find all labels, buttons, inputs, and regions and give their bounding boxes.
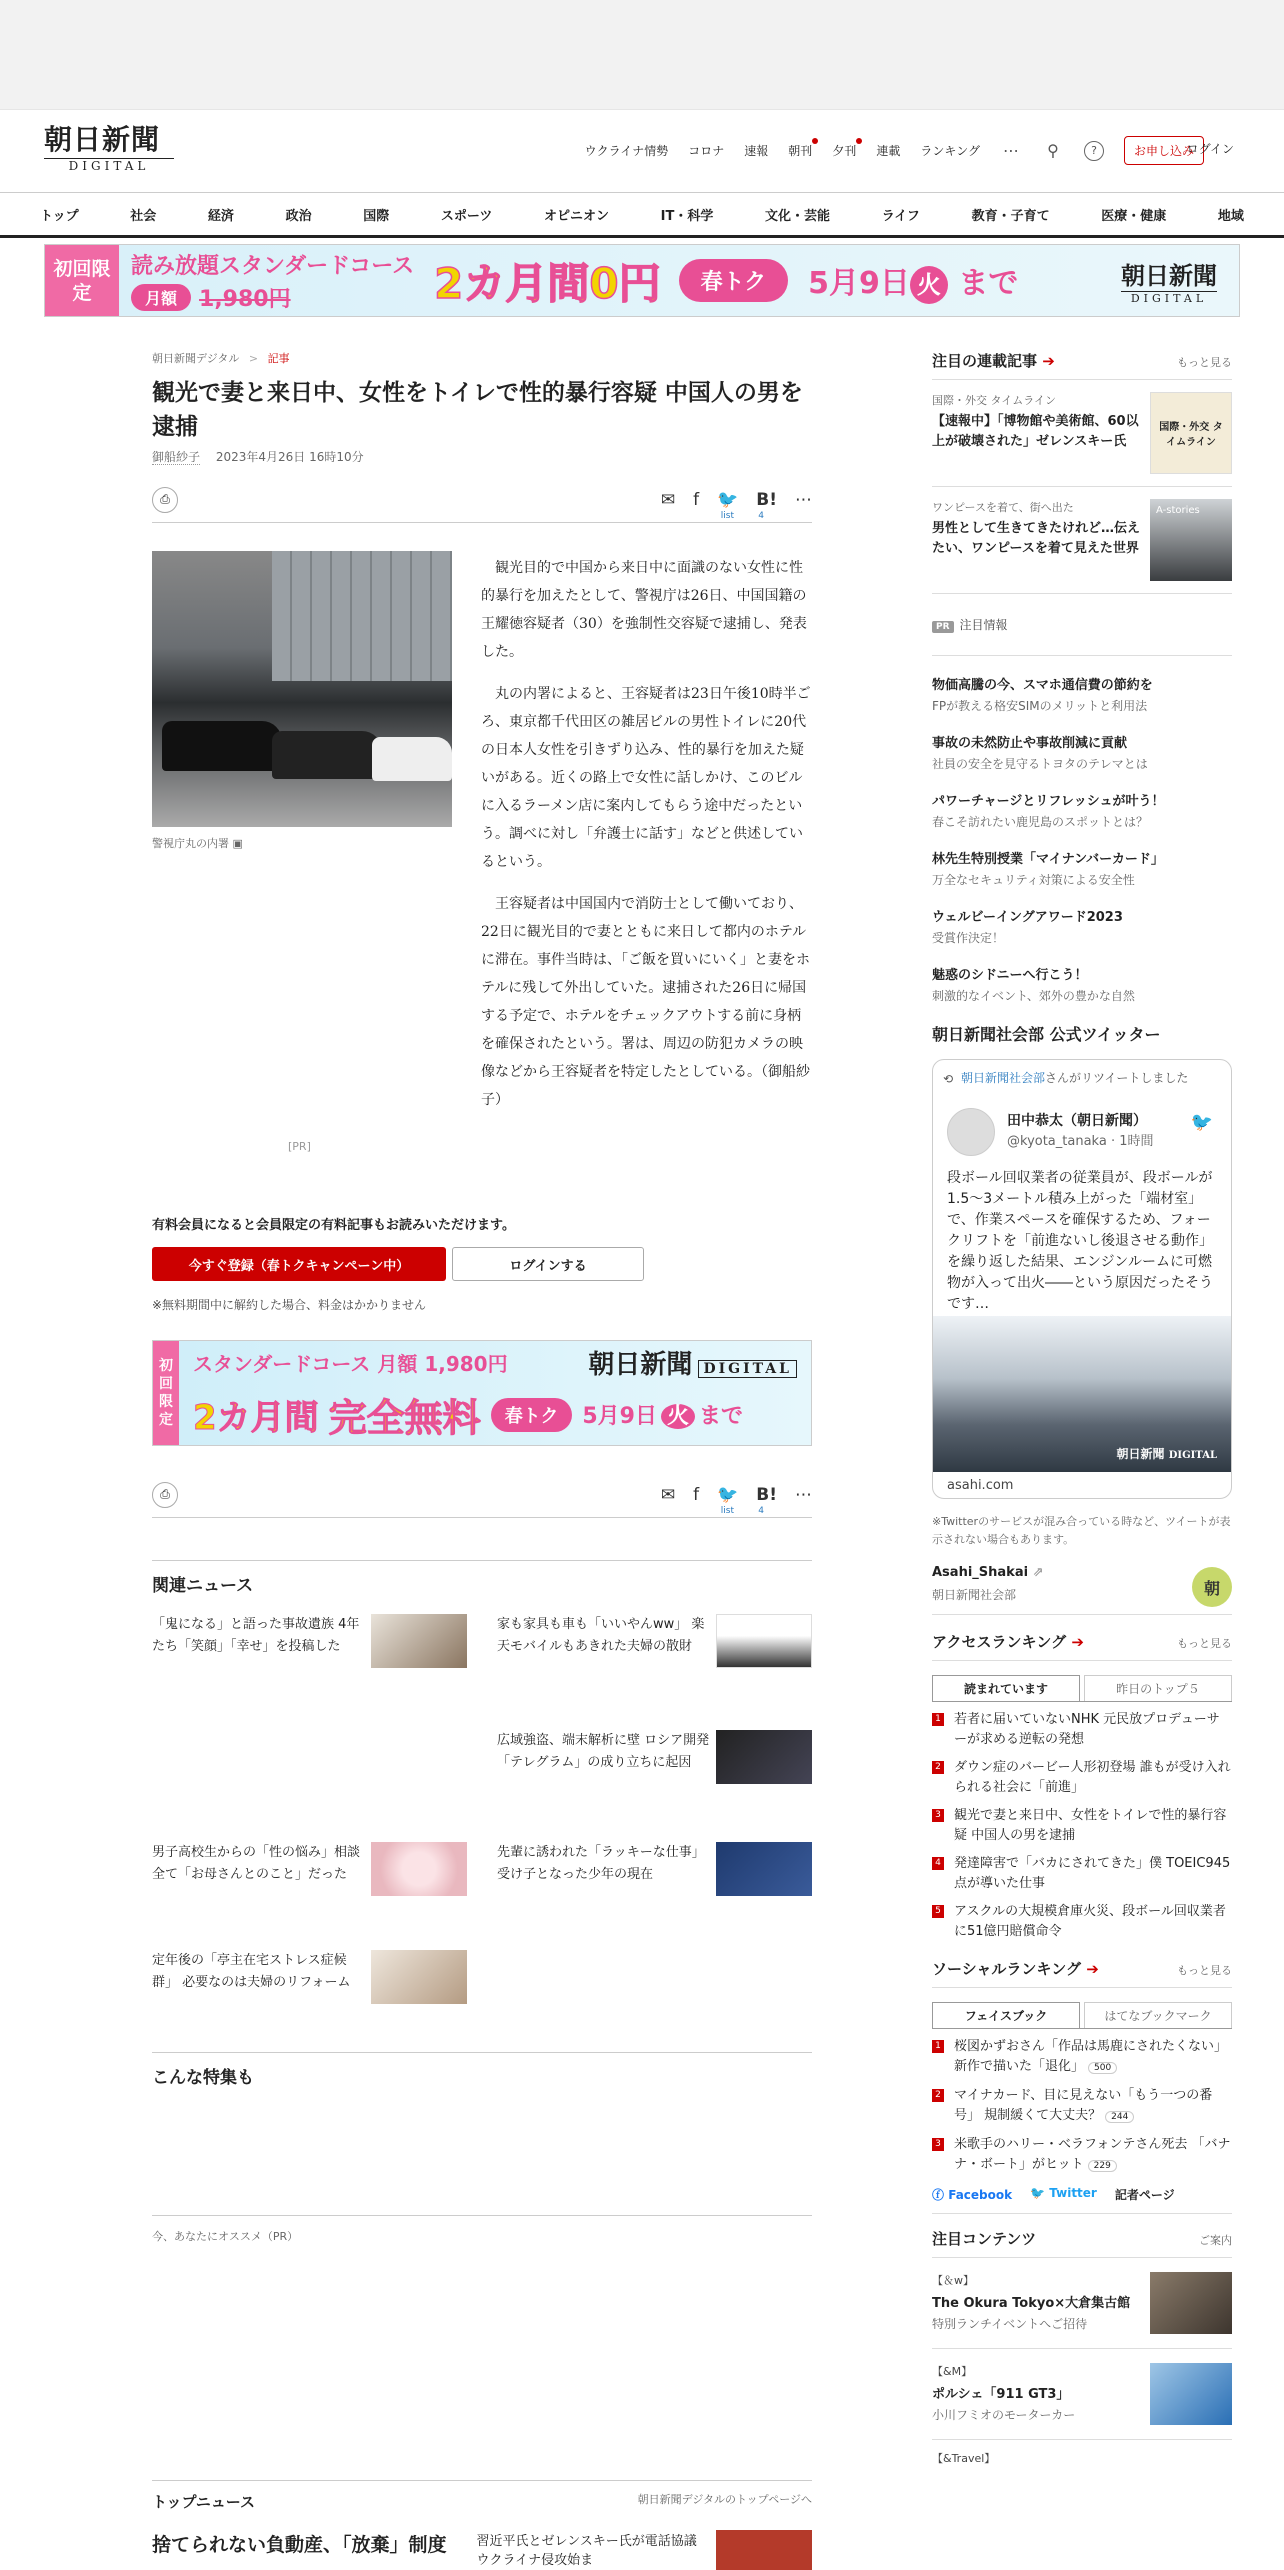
more-dots-icon[interactable]: ⋯	[1002, 141, 1019, 160]
banner-limited: 初回限定	[45, 245, 119, 316]
ranking-item[interactable]: 1 桜図かずおさん「作品は馬鹿にされたくない」 新作で描いた「退化」 500	[932, 2037, 1232, 2078]
nav-corona[interactable]: コロナ	[688, 144, 725, 158]
pr-item[interactable]: ウェルビーイングアワード2023 受賞作決定！	[932, 910, 1123, 945]
article-login-button[interactable]: ログインする	[452, 1247, 644, 1281]
pr-info-list	[932, 674, 1232, 1004]
external-link-icon: ⇗	[1032, 1565, 1044, 1580]
cat-opinion[interactable]: オピニオン	[544, 208, 610, 224]
cat-region[interactable]: 地域	[1217, 208, 1244, 224]
ranking-item[interactable]: 3 観光で妻と来日中、女性をトイレで性的暴行容疑 中国人の男を逮捕	[932, 1806, 1232, 1846]
hatena-bookmark-icon[interactable]: B!	[756, 489, 777, 510]
tab-most-read[interactable]: 読まれています	[932, 1675, 1080, 1701]
tab-facebook[interactable]: フェイスブック	[932, 2002, 1080, 2028]
series-thumb: 国際・外交 タイムライン	[1150, 392, 1232, 474]
recommend-pr: 今、あなたにオススメ（PR）	[152, 2215, 812, 2244]
retweet-icon: ⟲	[943, 1072, 954, 1086]
nav-morning[interactable]: 朝刊	[788, 144, 813, 158]
breadcrumb: 朝日新聞デジタル > 記事	[152, 352, 290, 365]
subscribe-button[interactable]: お申し込み	[1124, 136, 1204, 165]
related-thumb	[716, 1730, 812, 1784]
cat-economy[interactable]: 経済	[207, 208, 234, 224]
print-icon[interactable]: ⎙	[152, 487, 178, 513]
mail-icon[interactable]: ✉	[660, 1484, 676, 1505]
tweet-avatar[interactable]	[947, 1108, 995, 1156]
more-share-icon[interactable]: ⋯	[795, 1484, 812, 1505]
mail-icon[interactable]: ✉	[660, 489, 676, 510]
arrow-right-icon: ➔	[1071, 1633, 1084, 1651]
hatena-bookmark-icon[interactable]: B!	[756, 1484, 777, 1505]
content-item[interactable]: 【&Travel】	[932, 2452, 996, 2465]
hatena-count: 4	[758, 511, 764, 521]
related-thumb	[371, 1614, 467, 1668]
facebook-icon[interactable]: f	[693, 489, 700, 510]
search-icon[interactable]: ⚲	[1047, 141, 1059, 160]
social-ranking: ソーシャルランキング ➔ もっと見る フェイスブック はてなブックマーク 1 桜図かずおさん「作品は馬鹿にされたくない」 新作で描いた「退化」 500 2 マイナカード、目に見えない「もう一つの番号」 規制緩くて大丈夫？ 244 3 米歌手のハリー・ベラフォンテさん死去 「バナナ・ボート」がヒット 229 ⓕ Facebook 🐦 Twitter 記者ページ	[932, 1958, 1232, 2214]
paywall-lead: 有料会員になると会員限定の有料記事もお読みいただけます。	[152, 1218, 515, 1233]
pr-info-label: PR 注目情報	[932, 616, 1232, 656]
related-item[interactable]: 家も家具も車も「いいやんww」 楽天モバイルもあきれた夫婦の散財	[497, 1614, 812, 1674]
register-button[interactable]: 今すぐ登録（春トクキャンペーン中）	[152, 1247, 446, 1281]
series-item[interactable]: ワンピースを着て、街へ出た 男性として生きてきたけれど…伝えたい、ワンピースを着て見えた世界 A-stories	[932, 487, 1232, 594]
top-news-thumb	[716, 2530, 812, 2570]
twitter-link[interactable]: 🐦 Twitter	[1030, 2186, 1097, 2200]
social-links	[932, 2186, 1232, 2214]
campaign-banner[interactable]	[44, 244, 1240, 317]
share-list-link[interactable]: list	[720, 1506, 734, 1516]
photo-caption: 警視庁丸の内署 ▣	[152, 837, 243, 850]
hatena-count: 4	[758, 1506, 764, 1516]
campaign-banner-2[interactable]: 初回限定 スタンダードコース 月額 1,980円 朝日新聞 DIGITAL 2カ月間 完全無料 春トク 5月9日 火 まで	[152, 1340, 812, 1446]
twitter-bird-icon: 🐦	[1190, 1112, 1213, 1133]
pr-item[interactable]: 物価高騰の今、スマホ通信費の節約を FPが教える格安SIMのメリットと利用法	[932, 678, 1153, 713]
byline	[152, 448, 812, 465]
pr-item[interactable]: パワーチャージとリフレッシュが叶う！ 春こそ訪れたい鹿児島のスポットとは？	[932, 794, 1165, 829]
social-more-link[interactable]: もっと見る	[1177, 1964, 1232, 1977]
twitter-heading: 朝日新聞社会部 公式ツイッター	[932, 1025, 1161, 1044]
tweet-domain: asahi.com	[947, 1478, 1014, 1493]
related-item[interactable]: 定年後の「亭主在宅ストレス症候群」 必要なのは夫婦のリフォーム	[152, 1950, 467, 2010]
related-thumb	[371, 1842, 467, 1896]
share-bar	[152, 477, 812, 523]
facebook-icon[interactable]: f	[693, 1484, 700, 1505]
twitter-icon[interactable]: 🐦	[717, 1484, 739, 1505]
more-share-icon[interactable]: ⋯	[795, 489, 812, 510]
tab-hatena[interactable]: はてなブックマーク	[1084, 2002, 1232, 2028]
pr-item[interactable]: 林先生特別授業「マイナンバーカード」 万全なセキュリティ対策による安全性	[932, 852, 1164, 887]
author-link[interactable]: 御船紗子	[152, 450, 201, 464]
cancel-note: ※無料期間中に解約した場合、料金はかかりません	[152, 1298, 427, 1312]
article-body	[481, 554, 812, 1128]
pr-label: [PR]	[288, 1140, 311, 1153]
banner-campaign: 春トク	[679, 259, 789, 302]
related-thumb	[716, 1614, 812, 1668]
related-item[interactable]: 男子高校生からの「性の悩み」相談 全て「お母さんとのこと」だった	[152, 1842, 467, 1902]
related-thumb	[716, 1842, 812, 1896]
cat-education[interactable]: 教育・子育て	[971, 208, 1050, 224]
nav-breaking[interactable]: 速報	[744, 144, 769, 158]
cat-politics[interactable]: 政治	[285, 208, 312, 224]
sidebar	[932, 350, 1232, 2466]
tweet-handle: @kyota_tanaka · 1時間	[1007, 1134, 1154, 1149]
reporter-page-link[interactable]: 記者ページ	[1114, 2188, 1175, 2202]
nav-ukraine[interactable]: ウクライナ情勢	[584, 144, 669, 158]
series-item[interactable]: 国際・外交 タイムライン 【速報中】「博物館や美術館、60以上が破壊された」ゼレンスキー氏 国際・外交 タイムライン	[932, 380, 1232, 487]
access-ranking: アクセスランキング ➔ もっと見る 読まれています 昨日のトップ５ 1 若者に届いていないNHK 元民放プロデューサーが求める逆転の発想 2 ダウン症のバービー人形初登場 誰もが受け入れられる社会に「前進」 3 観光で妻と来日中、女性をトイレで性的暴行容疑 中国人の男を逮捕 4 発達障害で「バカにされてきた」僕 TOEIC945点が導いた仕事 5 アスクルの大規模倉庫火災、段ボール回収業者に51億円賠償命令	[932, 1631, 1232, 1942]
cat-culture[interactable]: 文化・芸能	[765, 208, 831, 224]
top-page-link[interactable]: 朝日新聞デジタルのトップページへ	[637, 2493, 812, 2506]
twitter-icon[interactable]: 🐦	[717, 489, 739, 510]
pr-item[interactable]: 事故の未然防止や事故削減に貢献 社員の安全を見守るトヨタのテレマとは	[932, 736, 1148, 771]
nav-evening[interactable]: 夕刊	[832, 144, 857, 158]
top-news: トップニュース 朝日新聞デジタルのトップページへ 捨てられない負動産、「放棄」制度 習近平氏とゼレンスキー氏が電話協議 ウクライナ侵攻始ま	[152, 2480, 812, 2568]
content-item[interactable]: 【&M】 ポルシェ「911 GT3」 小川フミオのモーターカー	[932, 2363, 1232, 2440]
nav-series[interactable]: 連載	[876, 144, 901, 158]
category-nav	[0, 192, 1284, 238]
ranking-item[interactable]: 5 アスクルの大規模倉庫火災、段ボール回収業者に51億円賠償命令	[932, 1902, 1232, 1942]
paragraph: 丸の内署によると、王容疑者は23日午後10時半ごろ、東京都千代田区の雑居ビルの男性トイレに20代の日本人女性を引きずり込み、性的暴行を加えた疑いがある。近くの路上で女性に話しかけ、このビルに入るラーメン店に案内してもらう途中だったという。調べに対し「弁護士に話す」などと供述しているという。	[481, 686, 811, 870]
share-list-link[interactable]: list	[720, 511, 734, 521]
banner-monthly: 月額	[131, 284, 191, 311]
related-thumb	[371, 1950, 467, 2004]
banner-old-price: 1,980円	[199, 286, 291, 312]
article-main	[152, 350, 812, 2568]
arrow-right-icon: ➔	[1086, 1960, 1099, 1978]
top-ad-slot	[0, 0, 1284, 110]
facebook-icon: ⓕ	[932, 2188, 945, 2202]
content-guide-link[interactable]: ご案内	[1199, 2234, 1232, 2247]
access-more-link[interactable]: もっと見る	[1177, 1637, 1232, 1650]
paragraph: 王容疑者は中国国内で消防士として働いており、22日に観光目的で妻とともに来日して都内のホテルに滞在。事件当時は、「ご飯を買いにいく」と妻をホテルに残して外出していた。逮捕された26日に帰国する予定で、ホテルをチェックアウトする前に身柄を確保されたという。署は、周辺の防犯カメラの映像などから王容疑者を特定したとしている。（御船紗子）	[481, 896, 810, 1108]
tweet-author[interactable]: 田中恭太（朝日新聞）	[1007, 1113, 1147, 1129]
twitter-account: Asahi_Shakai ⇗ 朝日新聞社会部 朝	[932, 1565, 1232, 1615]
series-heading: 注目の連載記事 ➔ もっと見る	[932, 350, 1232, 380]
share-bar-bottom	[152, 1472, 812, 1518]
top-news-item[interactable]: 捨てられない負動産、「放棄」制度	[152, 2534, 447, 2556]
top-nav	[585, 136, 1204, 165]
related-item[interactable]: 広域強盗、端末解析に壁 ロシア開発「テレグラム」の成り立ちに起因	[497, 1730, 812, 1790]
image-expand-icon[interactable]: ▣	[232, 837, 243, 850]
related-heading: 関連ニュース	[152, 1560, 812, 1596]
print-icon[interactable]: ⎙	[152, 1482, 178, 1508]
site-logo[interactable]: 朝日新聞 DIGITAL	[44, 124, 174, 170]
tweet-image[interactable]: 朝日新聞 DIGITAL	[933, 1316, 1232, 1472]
tweet-card[interactable]: ⟲ 朝日新聞社会部さんがリツイートしました 田中恭太（朝日新聞） @kyota_tanaka · 1時間 🐦 段ボール回収業者の従業員が、段ボールが1.5～3メートル積み上がった「端材室」で、作業スペースを確保するため、フォークリフトを「前進ないし後退させる動作」を繰り返した結果、エンジンルームに可燃物が入って出火――という原因だったそうです… 朝日新聞 DIGITAL asahi.com	[932, 1059, 1232, 1499]
site-header	[0, 110, 1284, 192]
banner-course: 読み放題スタンダードコース	[131, 253, 415, 279]
twitter-note: ※Twitterのサービスが混み合っている時など、ツイートが表示されない場合もあります。	[932, 1515, 1231, 1546]
content-item[interactable]: 【＆w】 The Okura Tokyo×大倉集古館 特別ランチイベントへご招待	[932, 2272, 1232, 2349]
login-link[interactable]: ログイン	[1186, 142, 1234, 156]
related-news	[152, 1560, 812, 2054]
cat-top[interactable]: トップ	[40, 208, 79, 224]
ranking-item[interactable]: 4 発達障害で「バカにされてきた」僕 TOEIC945点が導いた仕事	[932, 1854, 1232, 1894]
tab-yesterday-top5[interactable]: 昨日のトップ５	[1084, 1675, 1232, 1701]
paragraph: 観光目的で中国から来日中に面識のない女性に性的暴行を加えたとして、警視庁は26日、中国国籍の王耀徳容疑者（30）を強制性交容疑で逮捕し、発表した。	[481, 560, 807, 660]
ranking-item[interactable]: 3 米歌手のハリー・ベラフォンテさん死去 「バナナ・ボート」がヒット 229	[932, 2135, 1232, 2176]
series-thumb: A-stories	[1150, 499, 1232, 581]
top-news-item[interactable]: 習近平氏とゼレンスキー氏が電話協議 ウクライナ侵攻始ま	[477, 2530, 812, 2568]
cat-it-science[interactable]: IT・科学	[660, 208, 714, 224]
publish-date: 2023年4月26日 16時10分	[215, 450, 364, 464]
series-more-link[interactable]: もっと見る	[1177, 356, 1232, 369]
special-features: こんな特集も	[152, 2052, 812, 2088]
article-title: 観光で妻と来日中、女性をトイレで性的暴行容疑 中国人の男を逮捕	[152, 380, 803, 440]
cat-international[interactable]: 国際	[363, 208, 390, 224]
content-thumb	[1150, 2363, 1232, 2425]
ranking-item[interactable]: 1 若者に届いていないNHK 元民放プロデューサーが求める逆転の発想	[932, 1710, 1232, 1750]
help-icon[interactable]: ?	[1084, 141, 1104, 161]
cat-health[interactable]: 医療・健康	[1101, 208, 1167, 224]
twitter-icon: 🐦	[1030, 2186, 1046, 2200]
nav-ranking[interactable]: ランキング	[920, 144, 980, 158]
ranking-item[interactable]: 2 ダウン症のバービー人形初登場 誰もが受け入れられる社会に「前進」	[932, 1758, 1232, 1798]
banner-date: 5月9日 火 まで	[808, 258, 1018, 304]
tweet-text: 段ボール回収業者の従業員が、段ボールが1.5～3メートル積み上がった「端材室」で、作業スペースを確保するため、フォークリフトを「前進ないし後退させる動作」を繰り返した結果、エンジンルームに可燃物が入って出火――という原因だったそうです…	[947, 1170, 1213, 1312]
content-thumb	[1150, 2272, 1232, 2334]
account-icon[interactable]: 朝	[1192, 1567, 1232, 1607]
ranking-item[interactable]: 2 マイナカード、目に見えない「もう一つの番号」 規制緩くて大丈夫？ 244	[932, 2086, 1232, 2127]
article-photo[interactable]	[152, 551, 452, 827]
cat-life[interactable]: ライフ	[881, 208, 920, 224]
related-item[interactable]: 「鬼になる」と語った事故遺族 4年たち「笑顔」「幸せ」を投稿した	[152, 1614, 467, 1674]
banner-headline: 2カ月間0円	[434, 258, 661, 308]
facebook-link[interactable]: ⓕ Facebook	[932, 2188, 1013, 2202]
cat-society[interactable]: 社会	[130, 208, 157, 224]
arrow-right-icon: ➔	[1042, 352, 1055, 370]
banner-logo: 朝日新聞 DIGITAL	[1121, 261, 1217, 305]
related-item[interactable]: 先輩に誘われた「ラッキーな仕事」 受け子となった少年の現在	[497, 1842, 812, 1902]
pr-item[interactable]: 魅惑のシドニーへ行こう！ 刺激的なイベント、郊外の豊かな自然	[932, 968, 1135, 1003]
featured-content: 注目コンテンツ ご案内 【＆w】 The Okura Tokyo×大倉集古館 特別ランチイベントへご招待 【&M】 ポルシェ「911 GT3」 小川フミオのモーターカー 【&Travel】	[932, 2230, 1232, 2465]
cat-sports[interactable]: スポーツ	[440, 208, 493, 224]
